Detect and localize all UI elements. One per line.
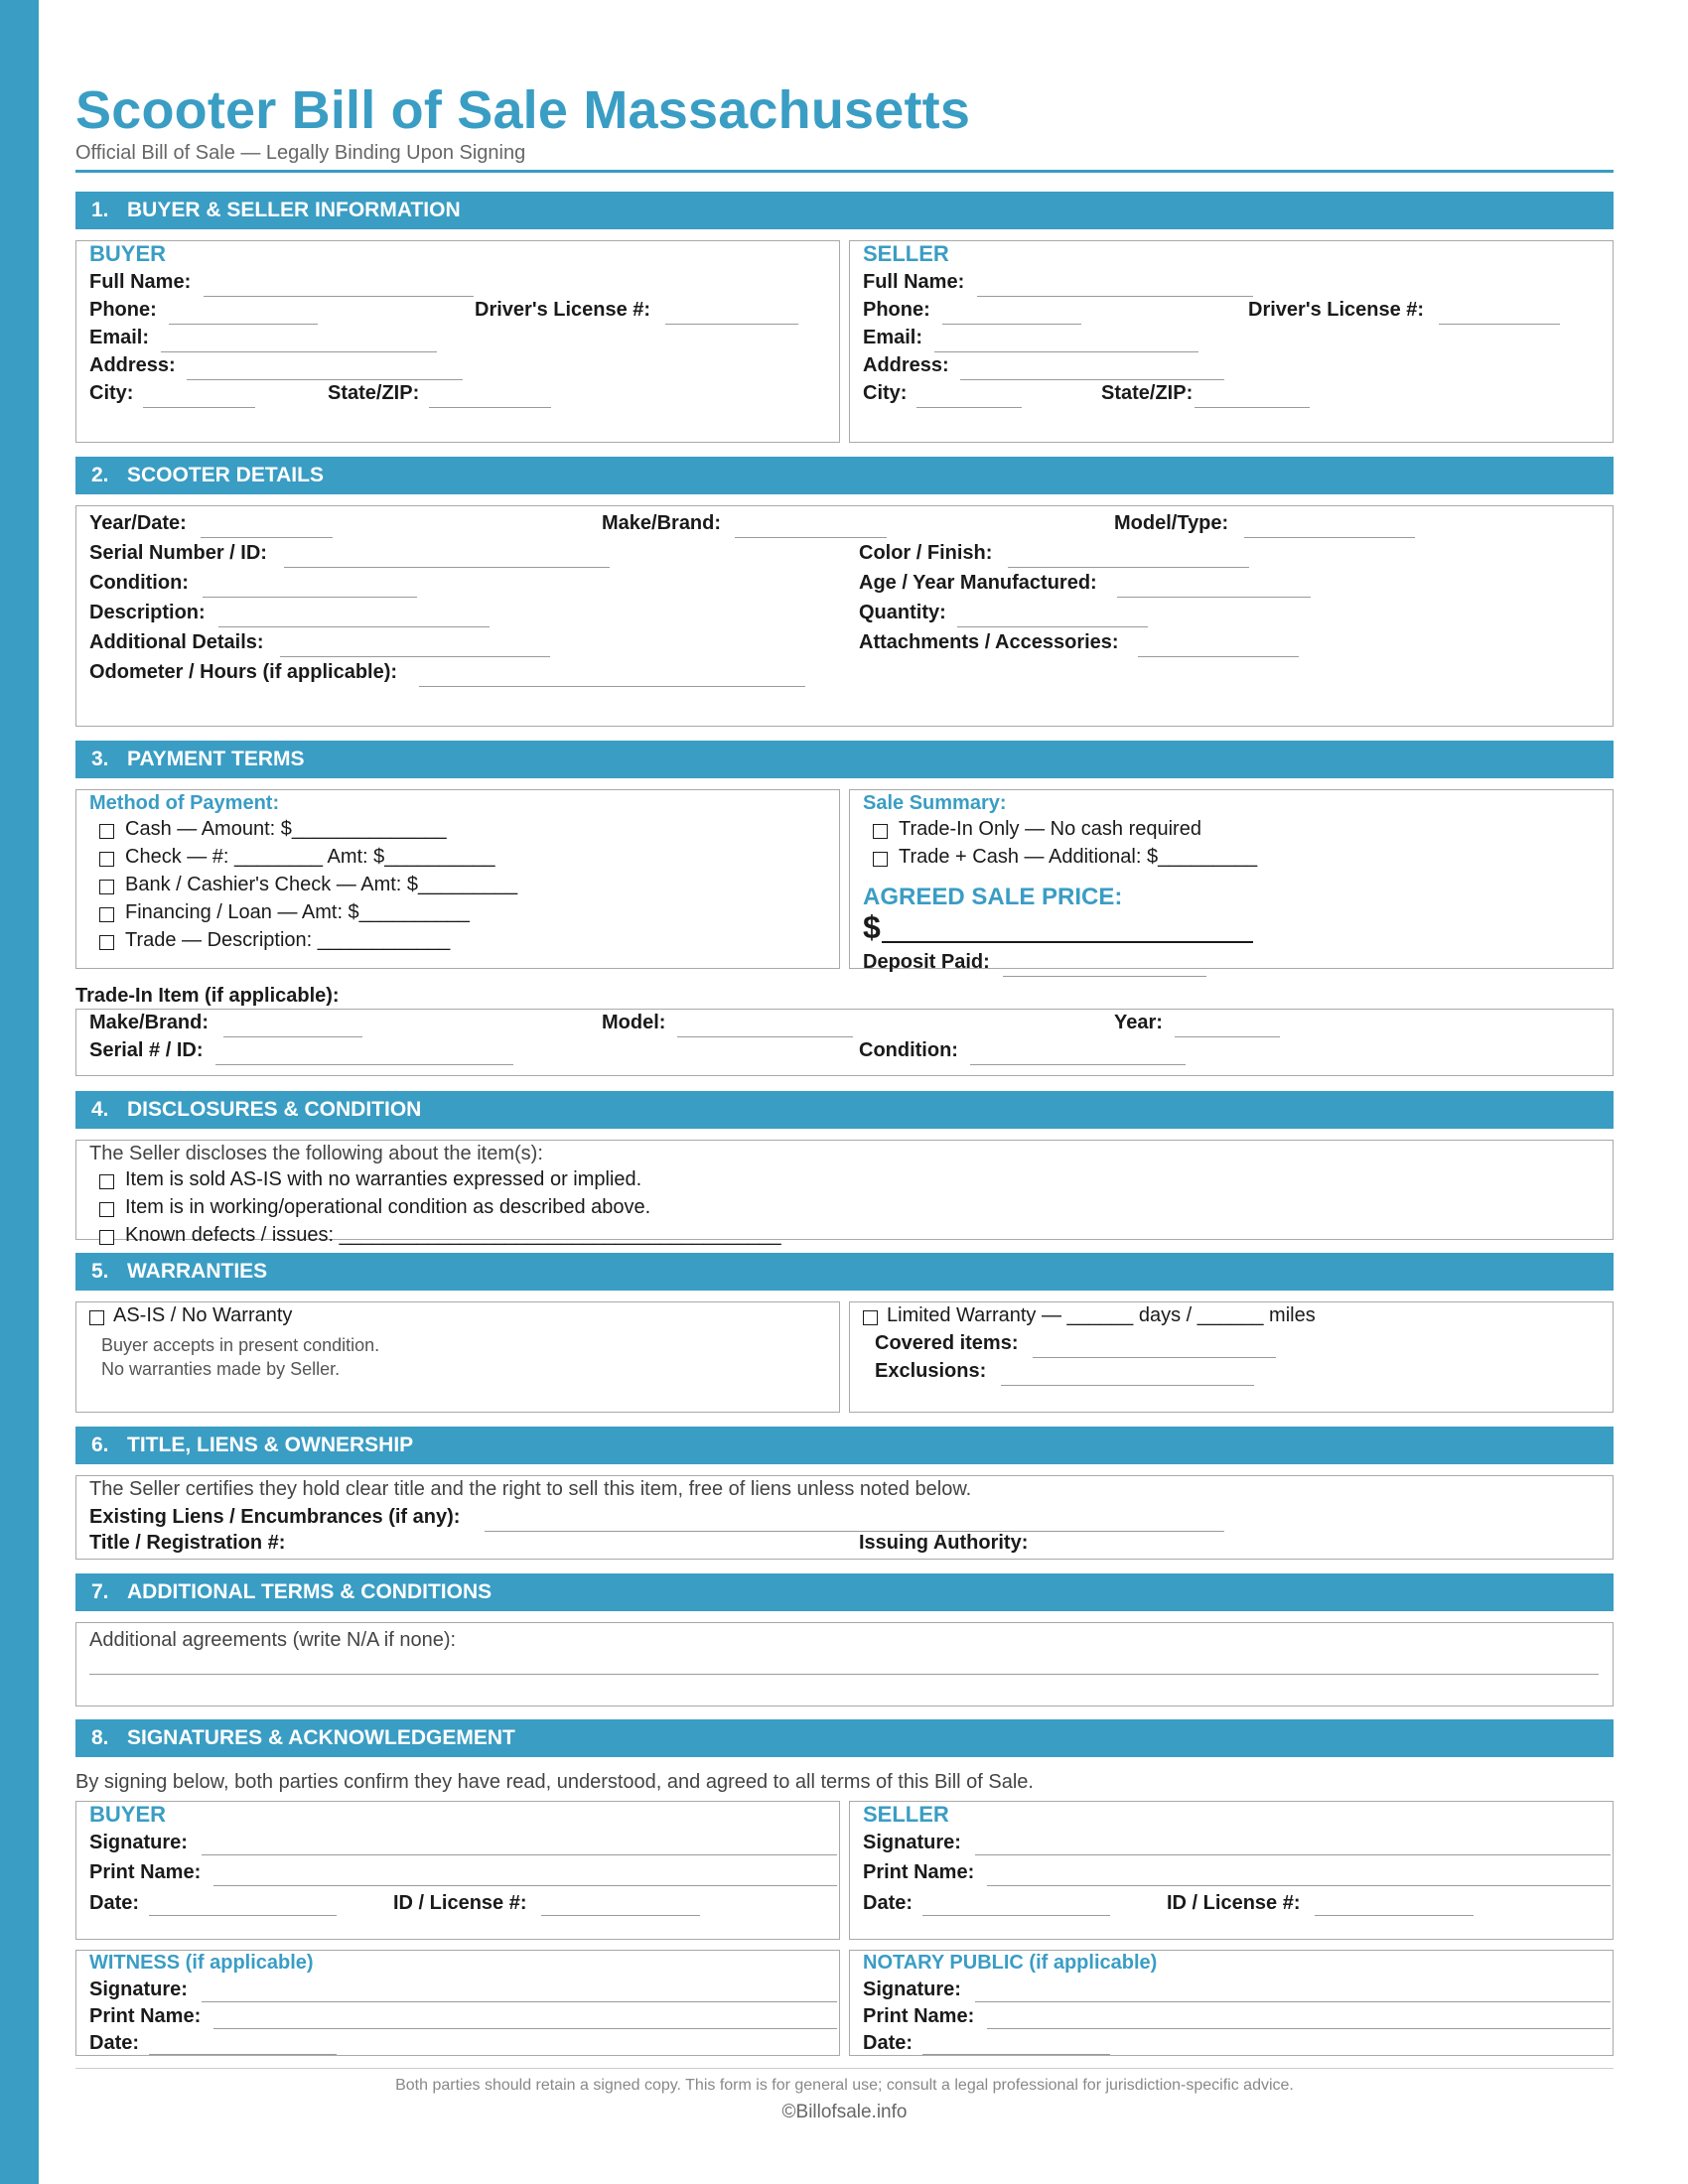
notary-print-name-label: Print Name:	[863, 2005, 975, 2027]
year-date-label: Year/Date:	[89, 512, 187, 534]
buyer-signature-box	[75, 1801, 840, 1940]
trade-in-make-field[interactable]	[223, 1036, 362, 1037]
payment-method-box	[75, 789, 840, 969]
witness-date-label: Date:	[89, 2032, 140, 2054]
notary-signature-label: Signature:	[863, 1979, 961, 2000]
cash-checkbox[interactable]	[99, 824, 114, 839]
section-title: BUYER & SELLER INFORMATION	[127, 199, 461, 221]
signatures-intro: By signing below, both parties confirm they have read, understood, and agreed to all terms of this Bill of Sale.	[75, 1771, 1034, 1793]
buyer-city-field[interactable]	[143, 407, 255, 408]
seller-print-name-field[interactable]	[987, 1885, 1611, 1886]
witness-heading: WITNESS (if applicable)	[89, 1952, 314, 1974]
section-title: TITLE, LIENS & OWNERSHIP	[127, 1433, 414, 1456]
working-condition-checkbox[interactable]	[99, 1202, 114, 1217]
trade-in-condition-label: Condition:	[859, 1039, 958, 1061]
buyer-signature-heading: BUYER	[89, 1802, 167, 1827]
witness-signature-field[interactable]	[202, 2001, 837, 2002]
covered-items-field[interactable]	[1033, 1357, 1276, 1358]
buyer-state-zip-label: State/ZIP:	[328, 382, 420, 404]
odometer-label: Odometer / Hours (if applicable):	[89, 661, 398, 683]
seller-state-zip-label: State/ZIP:	[1101, 382, 1194, 404]
seller-full-name-label: Full Name:	[863, 271, 965, 293]
seller-date-label: Date:	[863, 1892, 914, 1914]
working-condition-disclosure: Item is in working/operational condition as described above.	[125, 1196, 651, 1218]
footer-divider	[75, 2068, 1614, 2069]
additional-details-label: Additional Details:	[89, 631, 264, 653]
section-number: 7.	[91, 1580, 109, 1603]
buyer-date-field[interactable]	[149, 1915, 337, 1916]
odometer-field[interactable]	[419, 686, 805, 687]
section-number: 5.	[91, 1260, 109, 1283]
issuing-authority-label: Issuing Authority:	[859, 1532, 1029, 1554]
make-brand-field[interactable]	[735, 537, 887, 538]
buyer-id-field[interactable]	[541, 1915, 700, 1916]
buyer-email-field[interactable]	[161, 351, 437, 352]
description-field[interactable]	[218, 626, 490, 627]
seller-date-field[interactable]	[922, 1915, 1110, 1916]
age-label: Age / Year Manufactured:	[859, 572, 1097, 594]
agreed-sale-price-label: AGREED SALE PRICE:	[863, 884, 1123, 910]
section-number: 1.	[91, 199, 109, 221]
seller-print-name-label: Print Name:	[863, 1861, 975, 1883]
color-finish-label: Color / Finish:	[859, 542, 993, 564]
buyer-date-label: Date:	[89, 1892, 140, 1914]
trade-only-option: Trade-In Only — No cash required	[899, 818, 1201, 840]
notary-date-field[interactable]	[922, 2054, 1110, 2055]
buyer-address-label: Address:	[89, 354, 176, 376]
buyer-license-field[interactable]	[665, 324, 798, 325]
limited-warranty-checkbox[interactable]	[863, 1310, 878, 1325]
buyer-state-zip-field[interactable]	[429, 407, 551, 408]
price-dollar-sign: $	[863, 909, 881, 945]
page-title: Scooter Bill of Sale Massachusetts	[75, 80, 971, 140]
section-3-header	[75, 741, 1614, 778]
trade-cash-option: Trade + Cash — Additional: $_________	[899, 846, 1258, 868]
check-checkbox[interactable]	[99, 852, 114, 867]
buyer-signature-field[interactable]	[202, 1854, 837, 1855]
deposit-paid-label: Deposit Paid:	[863, 951, 990, 973]
footer-note: Both parties should retain a signed copy. This form is for general use; consult a legal professional for jurisdiction-specific advice.	[395, 2077, 1294, 2094]
section-1-header	[75, 192, 1614, 229]
known-defects-checkbox[interactable]	[99, 1230, 114, 1245]
additional-terms-prompt: Additional agreements (write N/A if none):	[89, 1629, 457, 1651]
seller-phone-field[interactable]	[942, 324, 1081, 325]
section-title: SCOOTER DETAILS	[127, 464, 324, 486]
seller-city-field[interactable]	[916, 407, 1022, 408]
seller-license-label: Driver's License #:	[1248, 299, 1425, 321]
seller-heading: SELLER	[863, 241, 949, 266]
additional-details-field[interactable]	[280, 656, 550, 657]
serial-number-field[interactable]	[284, 567, 610, 568]
section-8-header	[75, 1719, 1614, 1757]
existing-liens-label: Existing Liens / Encumbrances (if any):	[89, 1506, 461, 1528]
limited-warranty-option: Limited Warranty — ______ days / ______ miles	[887, 1304, 1316, 1326]
buyer-email-label: Email:	[89, 327, 150, 348]
agreed-sale-price-field[interactable]	[882, 941, 1253, 943]
buyer-heading: BUYER	[89, 241, 167, 266]
seller-full-name-field[interactable]	[977, 296, 1253, 297]
trade-only-checkbox[interactable]	[873, 824, 888, 839]
seller-id-field[interactable]	[1315, 1915, 1474, 1916]
section-number: 8.	[91, 1726, 109, 1749]
disclosures-box	[75, 1140, 1614, 1246]
bank-check-checkbox[interactable]	[99, 880, 114, 894]
existing-liens-field[interactable]	[485, 1531, 1224, 1532]
quantity-field[interactable]	[957, 626, 1148, 627]
title-liens-intro: The Seller certifies they hold clear title and the right to sell this item, free of liens unless noted below.	[89, 1478, 972, 1500]
section-4-header	[75, 1091, 1614, 1129]
witness-print-name-field[interactable]	[213, 2028, 837, 2029]
age-field[interactable]	[1117, 597, 1311, 598]
color-finish-field[interactable]	[1008, 567, 1249, 568]
condition-field[interactable]	[203, 597, 417, 598]
section-title: DISCLOSURES & CONDITION	[127, 1098, 422, 1121]
trade-in-year-label: Year:	[1114, 1012, 1163, 1033]
trade-in-serial-label: Serial # / ID:	[89, 1039, 204, 1061]
sale-summary-box	[849, 789, 1614, 973]
additional-terms-box	[75, 1622, 1614, 1706]
financing-checkbox[interactable]	[99, 907, 114, 922]
trade-in-model-label: Model:	[602, 1012, 666, 1033]
deposit-paid-field[interactable]	[1003, 976, 1206, 977]
seller-address-field[interactable]	[960, 379, 1224, 380]
witness-print-name-label: Print Name:	[89, 2005, 202, 2027]
section-number: 2.	[91, 464, 109, 486]
seller-phone-label: Phone:	[863, 299, 930, 321]
trade-option: Trade — Description: ____________	[125, 929, 451, 951]
section-6-header	[75, 1427, 1614, 1464]
trade-in-heading: Trade-In Item (if applicable):	[75, 985, 340, 1007]
exclusions-label: Exclusions:	[875, 1360, 987, 1382]
left-accent-bar	[0, 0, 39, 2184]
as-is-disclosure: Item is sold AS-IS with no warranties expressed or implied.	[125, 1168, 642, 1190]
witness-date-field[interactable]	[149, 2054, 337, 2055]
disclosures-intro: The Seller discloses the following about the item(s):	[89, 1143, 543, 1164]
buyer-full-name-label: Full Name:	[89, 271, 192, 293]
as-is-note-2: No warranties made by Seller.	[101, 1359, 341, 1379]
attachments-field[interactable]	[1138, 656, 1299, 657]
page-subtitle: Official Bill of Sale — Legally Binding Upon Signing	[75, 142, 526, 164]
section-title: PAYMENT TERMS	[127, 748, 305, 770]
seller-info-box	[849, 240, 1614, 443]
seller-state-zip-field[interactable]	[1195, 407, 1310, 408]
exclusions-field[interactable]	[1001, 1385, 1254, 1386]
buyer-address-field[interactable]	[187, 379, 463, 380]
serial-number-label: Serial Number / ID:	[89, 542, 267, 564]
trade-in-make-label: Make/Brand:	[89, 1012, 210, 1033]
buyer-id-label: ID / License #:	[393, 1892, 527, 1914]
witness-signature-label: Signature:	[89, 1979, 188, 2000]
section-title: WARRANTIES	[127, 1260, 268, 1283]
attachments-label: Attachments / Accessories:	[859, 631, 1119, 653]
seller-signature-field[interactable]	[975, 1854, 1611, 1855]
section-title: ADDITIONAL TERMS & CONDITIONS	[127, 1580, 492, 1603]
sale-summary-heading: Sale Summary:	[863, 792, 1007, 814]
buyer-license-label: Driver's License #:	[475, 299, 651, 321]
section-5-header	[75, 1253, 1614, 1291]
section-number: 4.	[91, 1098, 109, 1121]
scooter-details-box	[75, 505, 1614, 727]
additional-terms-field[interactable]	[89, 1674, 1599, 1675]
notary-heading: NOTARY PUBLIC (if applicable)	[863, 1952, 1158, 1974]
buyer-print-name-field[interactable]	[213, 1885, 837, 1886]
condition-label: Condition:	[89, 572, 189, 594]
seller-address-label: Address:	[863, 354, 949, 376]
title-registration-label: Title / Registration #:	[89, 1532, 286, 1554]
seller-signature-heading: SELLER	[863, 1802, 949, 1827]
seller-email-label: Email:	[863, 327, 923, 348]
notary-print-name-field[interactable]	[987, 2028, 1611, 2029]
trade-in-year-field[interactable]	[1175, 1036, 1280, 1037]
notary-date-label: Date:	[863, 2032, 914, 2054]
section-title: SIGNATURES & ACKNOWLEDGEMENT	[127, 1726, 515, 1749]
known-defects-field[interactable]: Known defects / issues: ________________________________________	[125, 1224, 781, 1246]
notary-signature-field[interactable]	[975, 2001, 1611, 2002]
quantity-label: Quantity:	[859, 602, 946, 623]
cash-option: Cash — Amount: $______________	[125, 818, 447, 840]
model-type-label: Model/Type:	[1114, 512, 1229, 534]
section-2-header	[75, 457, 1614, 494]
model-type-field[interactable]	[1244, 537, 1415, 538]
seller-id-label: ID / License #:	[1167, 1892, 1301, 1914]
buyer-city-label: City:	[89, 382, 134, 404]
as-is-warranty-box	[75, 1301, 840, 1413]
buyer-print-name-label: Print Name:	[89, 1861, 202, 1883]
as-is-disclosure-checkbox[interactable]	[99, 1174, 114, 1189]
trade-in-box	[75, 1009, 1614, 1076]
trade-cash-checkbox[interactable]	[873, 852, 888, 867]
title-divider	[75, 170, 1614, 173]
section-number: 6.	[91, 1433, 109, 1456]
seller-signature-label: Signature:	[863, 1832, 961, 1853]
trade-in-serial-field[interactable]	[215, 1064, 513, 1065]
buyer-phone-field[interactable]	[169, 324, 318, 325]
buyer-info-box	[75, 240, 840, 443]
buyer-full-name-field[interactable]	[204, 296, 474, 297]
section-number: 3.	[91, 748, 109, 770]
as-is-note-1: Buyer accepts in present condition.	[101, 1335, 380, 1355]
year-date-field[interactable]	[201, 537, 333, 538]
bank-check-option: Bank / Cashier's Check — Amt: $_________	[125, 874, 518, 895]
notary-box	[849, 1950, 1614, 2056]
payment-method-heading: Method of Payment:	[89, 792, 280, 814]
seller-email-field[interactable]	[934, 351, 1198, 352]
make-brand-label: Make/Brand:	[602, 512, 722, 534]
witness-box	[75, 1950, 840, 2056]
as-is-warranty-option: AS-IS / No Warranty	[113, 1304, 293, 1326]
check-option: Check — #: ________ Amt: $__________	[125, 846, 495, 868]
limited-warranty-box	[849, 1301, 1614, 1413]
footer-copyright: ©Billofsale.info	[781, 2102, 908, 2122]
trade-checkbox[interactable]	[99, 935, 114, 950]
seller-license-field[interactable]	[1439, 324, 1560, 325]
buyer-signature-label: Signature:	[89, 1832, 188, 1853]
trade-in-model-field[interactable]	[677, 1036, 853, 1037]
seller-city-label: City:	[863, 382, 908, 404]
description-label: Description:	[89, 602, 206, 623]
seller-signature-box	[849, 1801, 1614, 1940]
buyer-phone-label: Phone:	[89, 299, 157, 321]
title-liens-box	[75, 1475, 1614, 1560]
as-is-warranty-checkbox[interactable]	[89, 1310, 104, 1325]
financing-option: Financing / Loan — Amt: $__________	[125, 901, 470, 923]
covered-items-label: Covered items:	[875, 1332, 1019, 1354]
section-7-header	[75, 1573, 1614, 1611]
trade-in-condition-field[interactable]	[970, 1064, 1186, 1065]
